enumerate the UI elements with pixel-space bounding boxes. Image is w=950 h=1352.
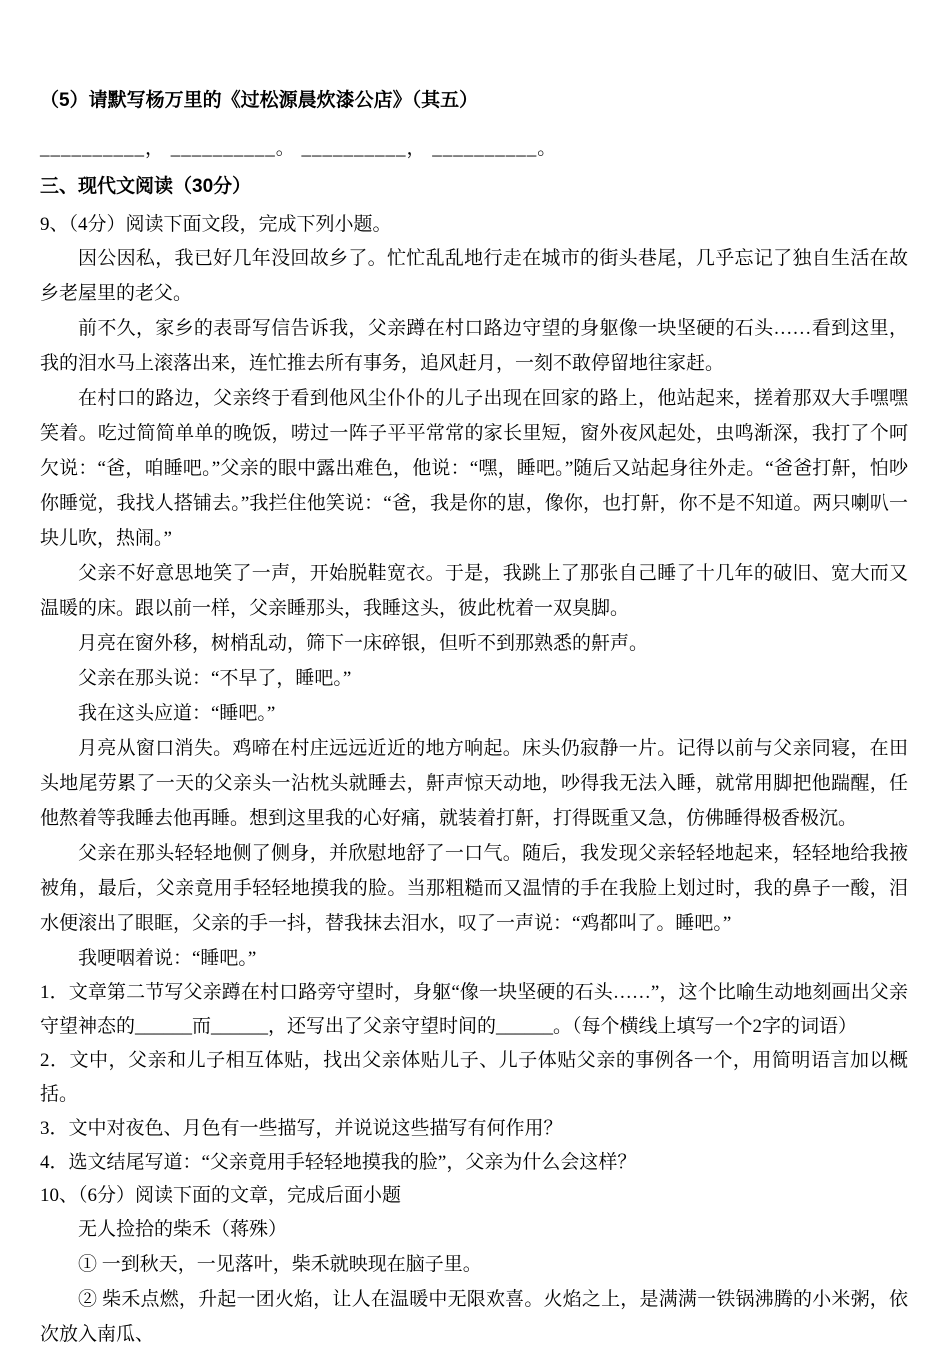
sub-question-1: 1．文章第二节写父亲蹲在村口路旁守望时，身躯“像一块坚硬的石头……”，这个比喻生动地刻画出父亲守望神态的______而______，还写出了父亲守望时间的______。（每个横线上填写一个2字的词语） [40, 982, 908, 1037]
question-5-prompt: （5）请默写杨万里的《过松源晨炊漆公店》（其五） [40, 90, 479, 111]
question-9-passage [40, 241, 908, 976]
sub-question-2: 2．文中，父亲和儿子相互体贴，找出父亲体贴儿子、儿子体贴父亲的事例各一个，用简明语言加以概括。 [40, 1050, 908, 1105]
passage-2-paragraph-1: ① 一到秋天，一见落叶，柴禾就映现在脑子里。 [78, 1254, 482, 1275]
passage-paragraph-4: 父亲不好意思地笑了一声，开始脱鞋宽衣。于是，我跳上了那张自己睡了十几年的破旧、宽大而又温暖的床。跟以前一样，父亲睡那头，我睡这头，彼此枕着一双臭脚。 [40, 563, 908, 619]
passage-2-paragraph-2: ② 柴禾点燃，升起一团火焰，让人在温暖中无限欢喜。火焰之上，是满满一铁锅沸腾的小米粥，依次放入南瓜、 [40, 1289, 908, 1345]
sub-question-3: 3．文中对夜色、月色有一些描写，并说说这些描写有何作用？ [40, 1118, 563, 1139]
answer-blanks-line: __________， __________。 __________， __________。 [40, 138, 558, 159]
question-9-intro: 9、（4分）阅读下面文段，完成下列小题。 [40, 214, 392, 235]
passage-paragraph-7: 我在这头应道：“睡吧。” [78, 703, 276, 724]
sub-question-4: 4．选文结尾写道：“父亲竟用手轻轻地摸我的脸”，父亲为什么会这样？ [40, 1152, 637, 1173]
question-9-sub-questions [40, 976, 908, 1180]
section-heading-modern-reading: 三、现代文阅读（30分） [40, 176, 252, 197]
passage-paragraph-5: 月亮在窗外移，树梢乱动，筛下一床碎银，但听不到那熟悉的鼾声。 [78, 633, 649, 654]
passage-paragraph-3: 在村口的路边，父亲终于看到他风尘仆仆的儿子出现在回家的路上，他站起来，搓着那双大手嘿嘿笑着。吃过简简单单的晚饭，唠过一阵子平平常常的家长里短，窗外夜风起处，虫鸣渐深，我打了个呵欠说：“爸，咱睡吧。”父亲的眼中露出难色，他说：“嘿，睡吧。”随后又站起身往外走。“爸爸打鼾，怕吵你睡觉，我找人搭铺去。”我拦住他笑说：“爸，我是你的崽，像你，也打鼾，你不是不知道。两只喇叭一块儿吹，热闹。” [40, 388, 908, 549]
passage-paragraph-2: 前不久，家乡的表哥写信告诉我，父亲蹲在村口路边守望的身躯像一块坚硬的石头……看到这里，我的泪水马上滚落出来，连忙推去所有事务，追风赶月，一刻不敢停留地往家赶。 [40, 318, 908, 374]
passage-paragraph-6: 父亲在那头说：“不早了，睡吧。” [78, 668, 352, 689]
question-10-intro: 10、（6分）阅读下面的文章，完成后面小题 [40, 1185, 402, 1206]
passage-2-title: 无人捡拾的柴禾（蒋殊） [78, 1219, 288, 1240]
question-10-passage [40, 1212, 908, 1352]
passage-paragraph-1: 因公因私，我已好几年没回故乡了。忙忙乱乱地行走在城市的街头巷尾，几乎忘记了独自生活在故乡老屋里的老父。 [40, 248, 908, 304]
passage-paragraph-10: 我哽咽着说：“睡吧。” [78, 948, 257, 969]
passage-paragraph-8: 月亮从窗口消失。鸡啼在村庄远远近近的地方响起。床头仍寂静一片。记得以前与父亲同寝，在田头地尾劳累了一天的父亲头一沾枕头就睡去，鼾声惊天动地，吵得我无法入睡，就常用脚把他踹醒，任他熬着等我睡去他再睡。想到这里我的心好痛，就装着打鼾，打得既重又急，仿佛睡得极香极沉。 [40, 738, 908, 829]
passage-paragraph-9: 父亲在那头轻轻地侧了侧身，并欣慰地舒了一口气。随后，我发现父亲轻轻地起来，轻轻地给我掖被角，最后，父亲竟用手轻轻地摸我的脸。当那粗糙而又温情的手在我脸上划过时，我的鼻子一酸，泪水便滚出了眼眶，父亲的手一抖，替我抹去泪水，叹了一声说：“鸡都叫了。睡吧。” [40, 843, 908, 934]
